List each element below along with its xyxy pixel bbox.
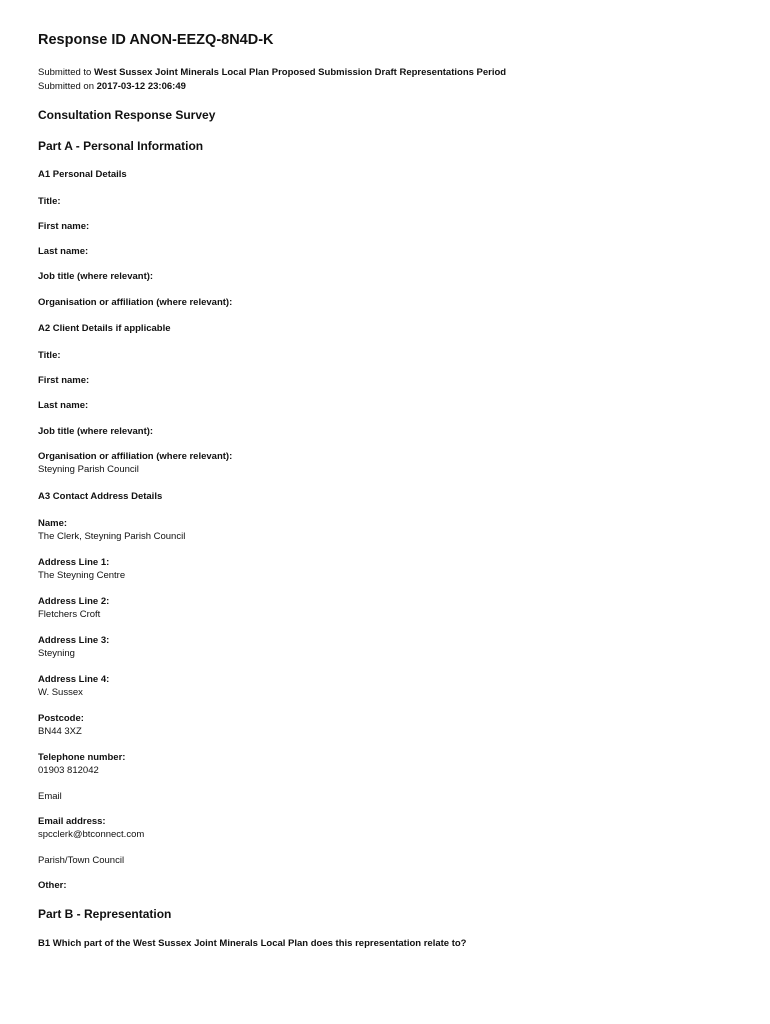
a2-organisation-value: Steyning Parish Council — [38, 464, 139, 475]
a3-address3-value: Steyning — [38, 648, 75, 659]
a2-first-name-label: First name: — [38, 375, 90, 386]
part-b-title: Part B - Representation — [38, 907, 172, 921]
a3-email-text: Email — [38, 791, 62, 802]
a1-heading: A1 Personal Details — [38, 169, 127, 180]
submitted-on-line — [38, 81, 186, 92]
a3-name-label: Name: — [38, 518, 68, 529]
a2-title-label: Title: — [38, 350, 61, 361]
a2-last-name-label: Last name: — [38, 400, 89, 411]
a1-title-label: Title: — [38, 196, 61, 207]
b1-question: B1 Which part of the West Sussex Joint Minerals Local Plan does this representation relate to? — [38, 938, 467, 949]
a3-telephone-value: 01903 812042 — [38, 765, 99, 776]
a3-address2-value: Fletchers Croft — [38, 609, 101, 620]
submitted-to-value: West Sussex Joint Minerals Local Plan Proposed Submission Draft Representations Period — [93, 67, 507, 78]
a3-address3-label: Address Line 3: — [38, 635, 110, 646]
a1-job-title-label: Job title (where relevant): — [38, 271, 154, 282]
a3-postcode-value: BN44 3XZ — [38, 726, 82, 737]
a2-organisation-label: Organisation or affiliation (where relevant): — [38, 451, 233, 462]
response-title: Response ID ANON-EEZQ-8N4D-K — [38, 32, 274, 48]
a3-address4-label: Address Line 4: — [38, 674, 110, 685]
a3-name-value: The Clerk, Steyning Parish Council — [38, 531, 186, 542]
a3-telephone-label: Telephone number: — [38, 752, 126, 763]
submitted-on-prefix: Submitted on — [38, 81, 94, 92]
a3-council-type: Parish/Town Council — [38, 855, 125, 866]
a3-postcode-label: Postcode: — [38, 713, 84, 724]
a3-email-value: spcclerk@btconnect.com — [38, 829, 145, 840]
a3-other-label: Other: — [38, 880, 67, 891]
part-a-title: Part A - Personal Information — [38, 139, 204, 153]
a3-address4-value: W. Sussex — [38, 687, 83, 698]
a3-email-label: Email address: — [38, 816, 106, 827]
a1-organisation-label: Organisation or affiliation (where relevant): — [38, 297, 233, 308]
a1-first-name-label: First name: — [38, 221, 90, 232]
submitted-to-line — [38, 67, 506, 78]
a2-heading: A2 Client Details if applicable — [38, 323, 171, 334]
survey-title: Consultation Response Survey — [38, 108, 216, 122]
a3-address1-label: Address Line 1: — [38, 557, 110, 568]
a2-job-title-label: Job title (where relevant): — [38, 426, 154, 437]
submitted-to-prefix: Submitted to — [38, 67, 92, 78]
a1-last-name-label: Last name: — [38, 246, 89, 257]
a3-heading: A3 Contact Address Details — [38, 491, 163, 502]
a3-address1-value: The Steyning Centre — [38, 570, 126, 581]
submitted-on-value: 2017-03-12 23:06:49 — [96, 81, 186, 92]
a3-address2-label: Address Line 2: — [38, 596, 110, 607]
